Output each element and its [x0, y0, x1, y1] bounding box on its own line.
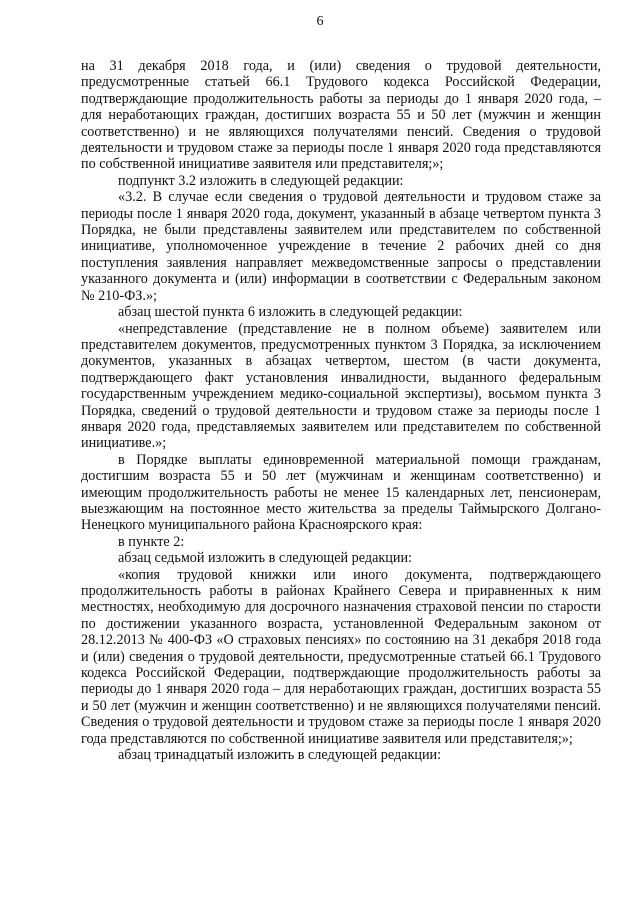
paragraph-subclause-3-2-text: «3.2. В случае если сведения о трудовой деятельности и трудовом стаже за периоды после 1 января 2020 года, документ, указанный в абзаце четвертом пункта 3 Порядка, не были представлены заявителем или представителем по собственной инициативе, уполномоченное учреждение в течение 2 рабочих дней со дня поступления заявления направляет межведомственные запросы о представлении указанного документа и (или) информации в соответствии с Федеральным законом № 210-ФЗ.»;: [81, 189, 601, 304]
paragraph-thirteenth-intro: абзац тринадцатый изложить в следующей редакции:: [118, 747, 442, 764]
paragraph-continuation: на 31 декабря 2018 года, и (или) сведения о трудовой деятельности, предусмотренные статьей 66.1 Трудового кодекса Российской Федерации, подтверждающие продолжительность работы за периоды до 1 января 2020 года, – для неработающих граждан, достигших возраста 55 и 50 лет (мужчин и женщин соответственно) и не являющихся получателями пенсий. Сведения о трудовой деятельности и трудовом стаже за периоды после 1 января 2020 года представляются по собственной инициативе заявителя или представителя;»;: [81, 58, 601, 173]
page-number: 6: [316, 14, 324, 29]
paragraph-clause-6-intro: абзац шестой пункта 6 изложить в следующей редакции:: [118, 304, 463, 321]
paragraph-seventh-intro: абзац седьмой изложить в следующей редакции:: [118, 550, 413, 567]
paragraph-subclause-3-2-intro: подпункт 3.2 изложить в следующей редакции:: [118, 172, 404, 189]
paragraph-clause-6-text: «непредставление (представление не в полном объеме) заявителем или представителем документов, предусмотренных пунктом 3 Порядка, за исключением документов, указанных в абзацах четвертом, шестом (в части документа, подтверждающего факт установления инвалидности, выданного федеральным государственным учреждением медико-социальной экспертизы), восьмом пункта 3 Порядка, сведений о трудовой деятельности и трудовом стаже за периоды после 1 января 2020 года, представляемых заявителем или представителем по собственной инициативе.»;: [81, 320, 601, 452]
document-body: [81, 58, 601, 763]
paragraph-payment-procedure: в Порядке выплаты единовременной материальной помощи гражданам, достигшим возраста 55 и 50 лет (мужчинам и женщинам соответственно) и имеющим продолжительность работы не менее 15 календарных лет, пенсионерам, выезжающим на постоянное место жительства за пределы Таймырского Долгано-Ненецкого муниципального района Красноярского края:: [81, 451, 601, 534]
paragraph-seventh-text: «копия трудовой книжки или иного документа, подтверждающего продолжительность работы в районах Крайнего Севера и приравненных к ним местностях, необходимую для досрочного назначения страховой пенсии по старости по достижении указанного возраста, установленной Федеральным законом от 28.12.2013 № 400-ФЗ «О страховых пенсиях» по состоянию на 31 декабря 2018 года и (или) сведения о трудовой деятельности, предусмотренные статьей 66.1 Трудового кодекса Российской Федерации, подтверждающие продолжительность работы за периоды до 1 января 2020 года – для неработающих граждан, достигших возраста 55 и 50 лет (мужчин и женщин соответственно) и не являющихся получателями пенсий. Сведения о трудовой деятельности и трудовом стаже за периоды после 1 января 2020 года представляются по собственной инициативе заявителя или представителя;»;: [81, 566, 601, 747]
paragraph-clause-2: в пункте 2:: [118, 533, 185, 550]
